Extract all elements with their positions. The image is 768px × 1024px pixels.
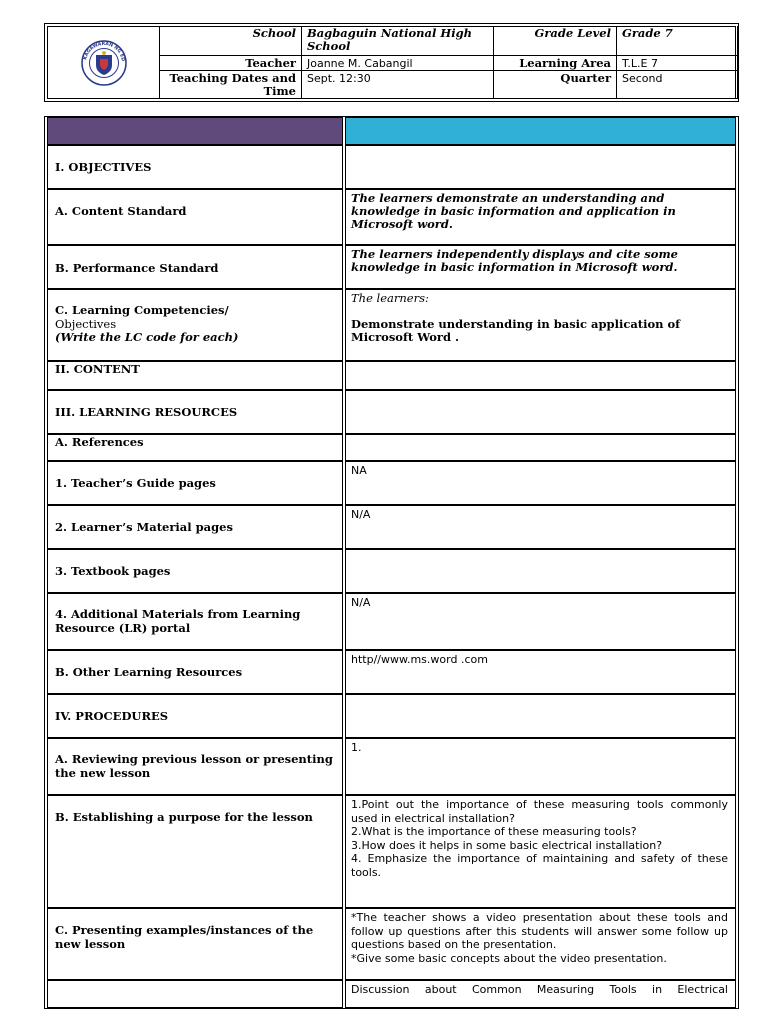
lesson-plan-table — [44, 116, 739, 1009]
presenting-line-2: *Give some basic concepts about the video presentation. — [351, 951, 667, 965]
deped-seal-logo — [56, 40, 152, 86]
presenting-line-1: *The teacher shows a video presentation about these tools and follow up questions after this students will answer some follow up questions based on the presentation. — [351, 911, 728, 951]
table-row — [45, 189, 738, 245]
table-row — [45, 980, 738, 1008]
row-content-additional-materials: N/A — [351, 596, 371, 609]
row-content-procedures — [345, 694, 736, 738]
table-row — [45, 795, 738, 908]
row-label-competencies — [55, 304, 336, 345]
row-content-reviewing: 1. — [351, 741, 362, 754]
row-content-learners-material: N/A — [351, 508, 371, 521]
row-content-objectives — [345, 145, 736, 189]
table-row — [45, 549, 738, 593]
row-label-procedures: IV. PROCEDURES — [55, 709, 169, 723]
row-label-performance-standard: B. Performance Standard — [55, 261, 219, 275]
row-content-presenting — [351, 911, 728, 965]
grade-level-label: Grade Level — [494, 26, 617, 56]
row-content-references — [345, 434, 736, 461]
header-table — [44, 23, 739, 102]
seal-text: KAGAWARAN NG ED — [83, 41, 125, 62]
table-row — [45, 738, 738, 795]
row-label-content: II. CONTENT — [55, 362, 140, 376]
table-row — [45, 461, 738, 505]
table-row — [45, 908, 738, 980]
grade-level-value: Grade 7 — [617, 26, 738, 56]
table-row — [45, 434, 738, 461]
teacher-value: Joanne M. Cabangil — [302, 56, 494, 71]
table-row — [45, 361, 738, 390]
table-header-band — [45, 117, 738, 145]
teacher-label: Teacher — [159, 56, 302, 71]
row-content-textbook — [345, 549, 736, 593]
quarter-value: Second — [617, 71, 738, 99]
quarter-label: Quarter — [494, 71, 617, 99]
table-row — [45, 390, 738, 434]
row-label-objectives: I. OBJECTIVES — [55, 160, 152, 174]
header-grid — [159, 26, 738, 99]
competencies-line-2: Objectives — [55, 316, 117, 331]
learning-area-value: T.L.E 7 — [617, 56, 738, 71]
row-label-learning-resources: III. LEARNING RESOURCES — [55, 405, 238, 419]
row-content-other-resources: http//www.ms.word .com — [351, 653, 488, 666]
row-content-teachers-guide: NA — [351, 464, 367, 477]
dates-label: Teaching Dates and Time — [159, 71, 302, 99]
row-content-content-standard: The learners demonstrate an understanding and knowledge in basic information and application in Microsoft word. — [351, 191, 676, 231]
establishing-line-2: 2.What is the importance of these measuring tools? — [351, 825, 637, 838]
establishing-line-3: 3.How does it helps in some basic electrical installation? — [351, 838, 663, 852]
logo-cell — [47, 26, 160, 99]
row-label-other-resources: B. Other Learning Resources — [55, 665, 243, 679]
establishing-line-1: 1.Point out the importance of these measuring tools commonly used in electrical installation? — [351, 798, 728, 825]
school-value: Bagbaguin National High School — [302, 26, 494, 56]
row-content-discussion: Discussion about Common Measuring Tools in Electrical — [351, 983, 728, 996]
row-label-presenting: C. Presenting examples/instances of the new lesson — [55, 923, 314, 951]
row-label-establishing: B. Establishing a purpose for the lesson — [55, 810, 313, 824]
row-content-performance-standard: The learners independently displays and cite some knowledge in basic information in Microsoft word. — [351, 247, 678, 274]
table-row — [45, 145, 738, 189]
establishing-line-4: 4. Emphasize the importance of maintaining and safety of these tools. — [351, 852, 728, 879]
row-label-learners-material: 2. Learner’s Material pages — [55, 520, 233, 534]
table-row — [45, 694, 738, 738]
learning-area-label: Learning Area — [494, 56, 617, 71]
school-label: School — [159, 26, 302, 56]
row-label-references: A. References — [55, 435, 144, 449]
band-left — [47, 117, 343, 145]
table-row — [45, 505, 738, 549]
row-label-additional-materials: 4. Additional Materials from Learning Resource (LR) portal — [55, 607, 301, 635]
row-label-discussion — [47, 980, 343, 1008]
competencies-intro: The learners: — [351, 291, 429, 305]
table-row — [45, 245, 738, 289]
row-label-reviewing: A. Reviewing previous lesson or presenting the new lesson — [55, 752, 333, 780]
row-content-learning-resources — [345, 390, 736, 434]
competencies-line-1: C. Learning Competencies/ — [55, 303, 229, 317]
row-content-content — [345, 361, 736, 390]
table-row — [45, 593, 738, 650]
competencies-line-3: (Write the LC code for each) — [55, 330, 239, 344]
row-content-establishing — [351, 798, 728, 879]
table-row — [45, 650, 738, 694]
row-label-textbook: 3. Textbook pages — [55, 564, 171, 578]
band-right — [345, 117, 736, 145]
dates-value: Sept. 12:30 — [302, 71, 494, 99]
row-label-content-standard: A. Content Standard — [55, 204, 187, 218]
row-label-teachers-guide: 1. Teacher’s Guide pages — [55, 476, 216, 490]
table-row — [45, 289, 738, 361]
row-content-competencies: Demonstrate understanding in basic application of Microsoft Word . — [351, 317, 681, 344]
